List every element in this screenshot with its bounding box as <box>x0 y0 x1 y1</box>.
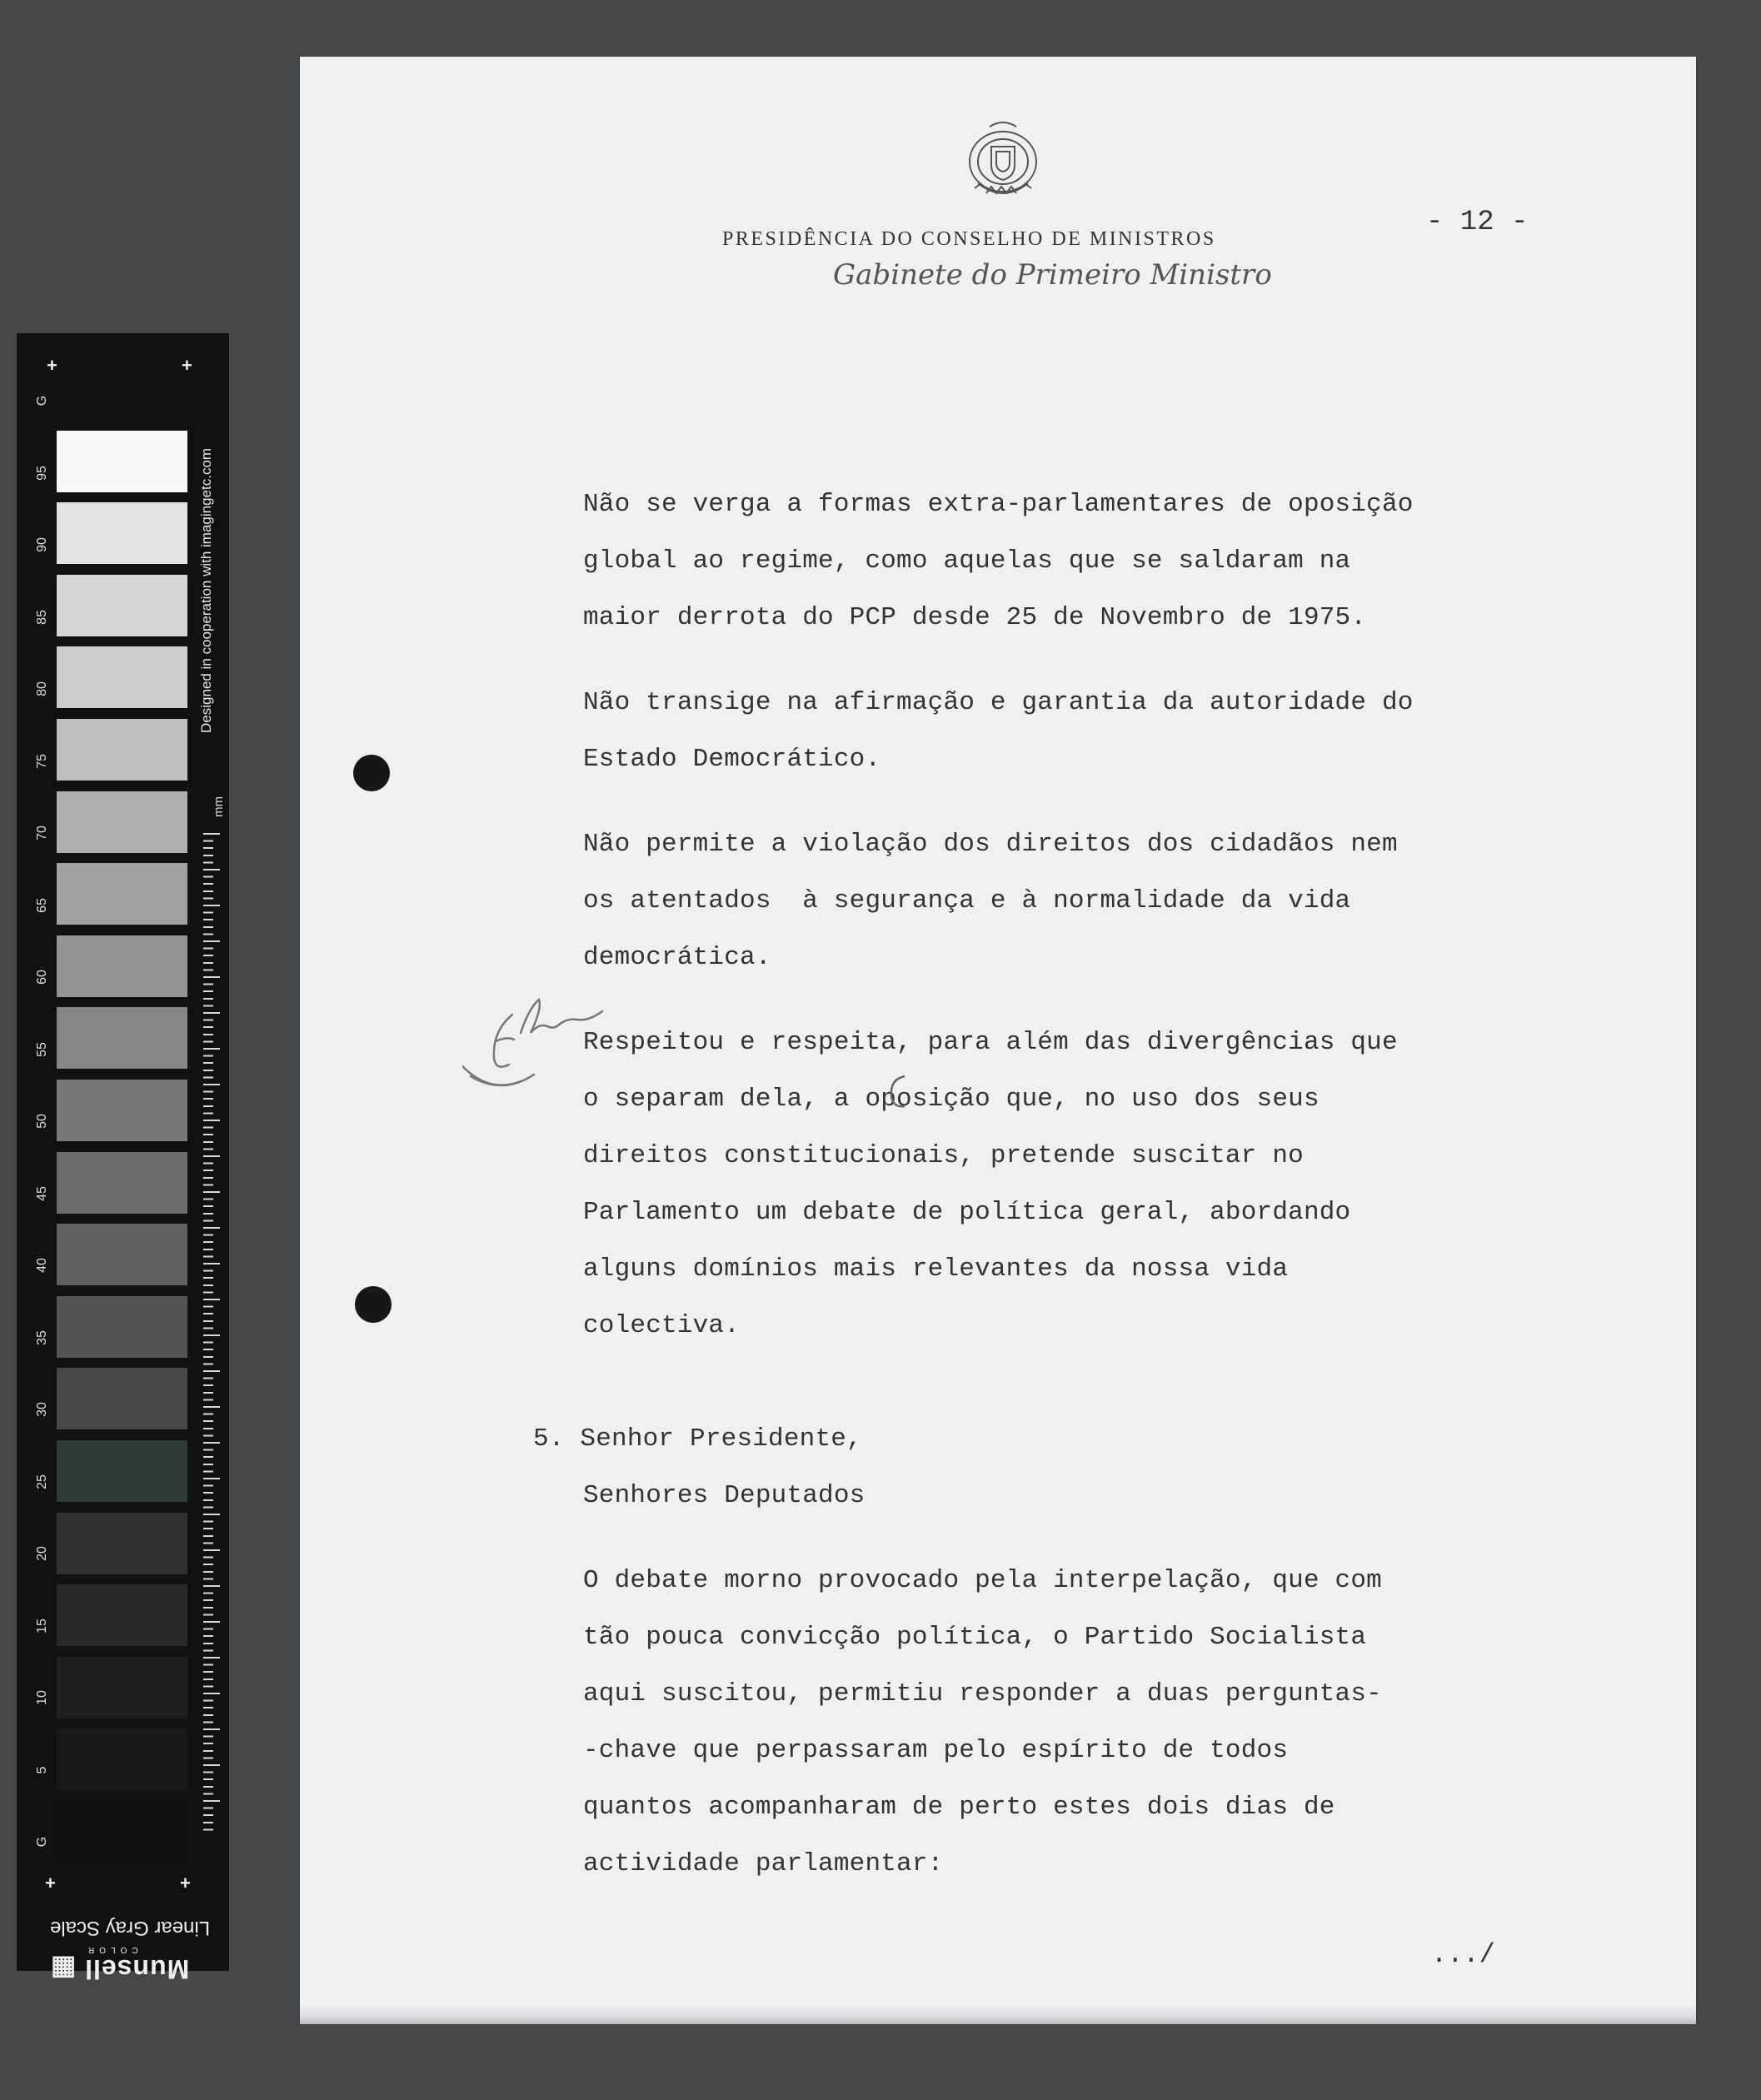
gray-patch <box>57 1080 187 1141</box>
scale-label: 40 <box>35 1258 49 1273</box>
body-line: o separam dela, a oposição que, no uso dos seus <box>583 1085 1320 1114</box>
ruler-unit: mm <box>212 796 226 817</box>
handwritten-c-mark <box>883 1071 916 1113</box>
scale-label: 20 <box>35 1546 49 1561</box>
body-line: Não permite a violação dos direitos dos cidadãos nem <box>583 830 1398 859</box>
letterhead-cabinet: Gabinete do Primeiro Ministro <box>833 258 1272 292</box>
gray-patch <box>57 1152 187 1214</box>
registration-mark: + <box>47 355 57 376</box>
body-line: actividade parlamentar: <box>583 1849 944 1878</box>
gray-patch <box>57 575 187 636</box>
registration-mark: + <box>182 355 192 376</box>
scale-label: 30 <box>35 1402 49 1417</box>
scale-label: 80 <box>35 681 49 696</box>
body-line: os atentados à segurança e à normalidade da vida <box>583 886 1351 915</box>
body-line: colectiva. <box>583 1311 741 1340</box>
gray-patch <box>57 863 187 925</box>
scale-label: 15 <box>35 1619 49 1634</box>
punch-hole <box>355 1286 392 1323</box>
body-line: Parlamento um debate de política geral, abordando <box>583 1198 1351 1227</box>
section-heading: 5. Senhor Presidente, <box>533 1424 862 1454</box>
gray-patch <box>57 1368 187 1429</box>
body-line: maior derrota do PCP desde 25 de Novembro de 1975. <box>583 603 1367 632</box>
gray-patch <box>57 1007 187 1069</box>
body-line: -chave que perpassaram pelo espírito de todos <box>583 1736 1289 1765</box>
body-line: alguns domínios mais relevantes da nossa vida <box>583 1255 1289 1284</box>
gray-patch <box>57 1513 187 1574</box>
scale-label: 45 <box>35 1186 49 1201</box>
body-line: Senhores Deputados <box>583 1481 866 1510</box>
body-line: Não transige na afirmação e garantia da autoridade do <box>583 688 1414 717</box>
scale-label: 60 <box>35 970 49 985</box>
gray-patch <box>57 358 187 420</box>
coat-of-arms-icon <box>953 112 1053 212</box>
gray-patch <box>57 502 187 564</box>
registration-mark: + <box>45 1873 56 1893</box>
scale-label: 5 <box>35 1766 49 1774</box>
gray-patch <box>57 1657 187 1718</box>
gray-patch <box>57 1224 187 1285</box>
scale-label: 25 <box>35 1474 49 1489</box>
body-line: direitos constitucionais, pretende suscitar no <box>583 1141 1304 1170</box>
gray-patch <box>57 1801 187 1863</box>
scale-label: 55 <box>35 1042 49 1057</box>
scale-label: 90 <box>35 537 49 552</box>
body-line: Respeitou e respeita, para além das divergências que <box>583 1028 1398 1057</box>
body-line: global ao regime, como aquelas que se saldaram na <box>583 546 1351 576</box>
paper-edge <box>300 2004 1696 2024</box>
gray-patch <box>57 935 187 997</box>
gray-scale-card: G 95 90 85 80 75 70 65 60 55 50 45 40 35 30 25 20 15 10 5 G + + + + Designed in cooperation with imagingetc.com mm Linear Gray Scale COLOR Munsell ▦ <box>17 333 229 1971</box>
body-line: Estado Democrático. <box>583 745 881 774</box>
letterhead-office: PRESIDÊNCIA DO CONSELHO DE MINISTROS <box>722 228 1216 250</box>
gray-patch <box>57 719 187 781</box>
scale-label: 85 <box>35 610 49 625</box>
mm-ruler-major <box>203 833 220 1833</box>
body-line: democrática. <box>583 943 771 972</box>
scale-label: 95 <box>35 466 49 481</box>
document-page <box>300 57 1696 2024</box>
scale-label: 75 <box>35 754 49 769</box>
continuation-mark: .../ <box>1431 1939 1495 1970</box>
scale-title: Linear Gray Scale <box>50 1917 211 1939</box>
munsell-grid-icon: ▦ <box>50 1954 77 1984</box>
registration-mark: + <box>180 1873 191 1893</box>
brand-logo: Munsell ▦ <box>50 1954 190 1984</box>
page-number: - 12 - <box>1426 207 1529 238</box>
punch-hole <box>353 755 390 791</box>
gray-patch <box>57 431 187 492</box>
gray-patch <box>57 1728 187 1790</box>
handwritten-initials <box>462 983 654 1150</box>
brand-sub: COLOR <box>83 1945 138 1954</box>
scale-label: 10 <box>35 1690 49 1705</box>
gray-patch <box>57 646 187 708</box>
gray-patch <box>57 1296 187 1358</box>
scale-label: 70 <box>35 826 49 840</box>
scale-label: G <box>35 1836 49 1848</box>
body-line: quantos acompanharam de perto estes dois dias de <box>583 1793 1335 1822</box>
body-line: Não se verga a formas extra-parlamentares de oposição <box>583 490 1414 519</box>
gray-patch <box>57 1440 187 1502</box>
scale-label: G <box>35 395 49 407</box>
gray-patch <box>57 1584 187 1646</box>
body-line: O debate morno provocado pela interpelação, que com <box>583 1566 1382 1595</box>
body-line: aqui suscitou, permitiu responder a duas perguntas- <box>583 1679 1382 1708</box>
body-line: tão pouca convicção política, o Partido Socialista <box>583 1623 1367 1652</box>
scale-label: 65 <box>35 898 49 913</box>
scale-label: 50 <box>35 1114 49 1129</box>
scale-label: 35 <box>35 1330 49 1345</box>
gray-patch <box>57 791 187 853</box>
